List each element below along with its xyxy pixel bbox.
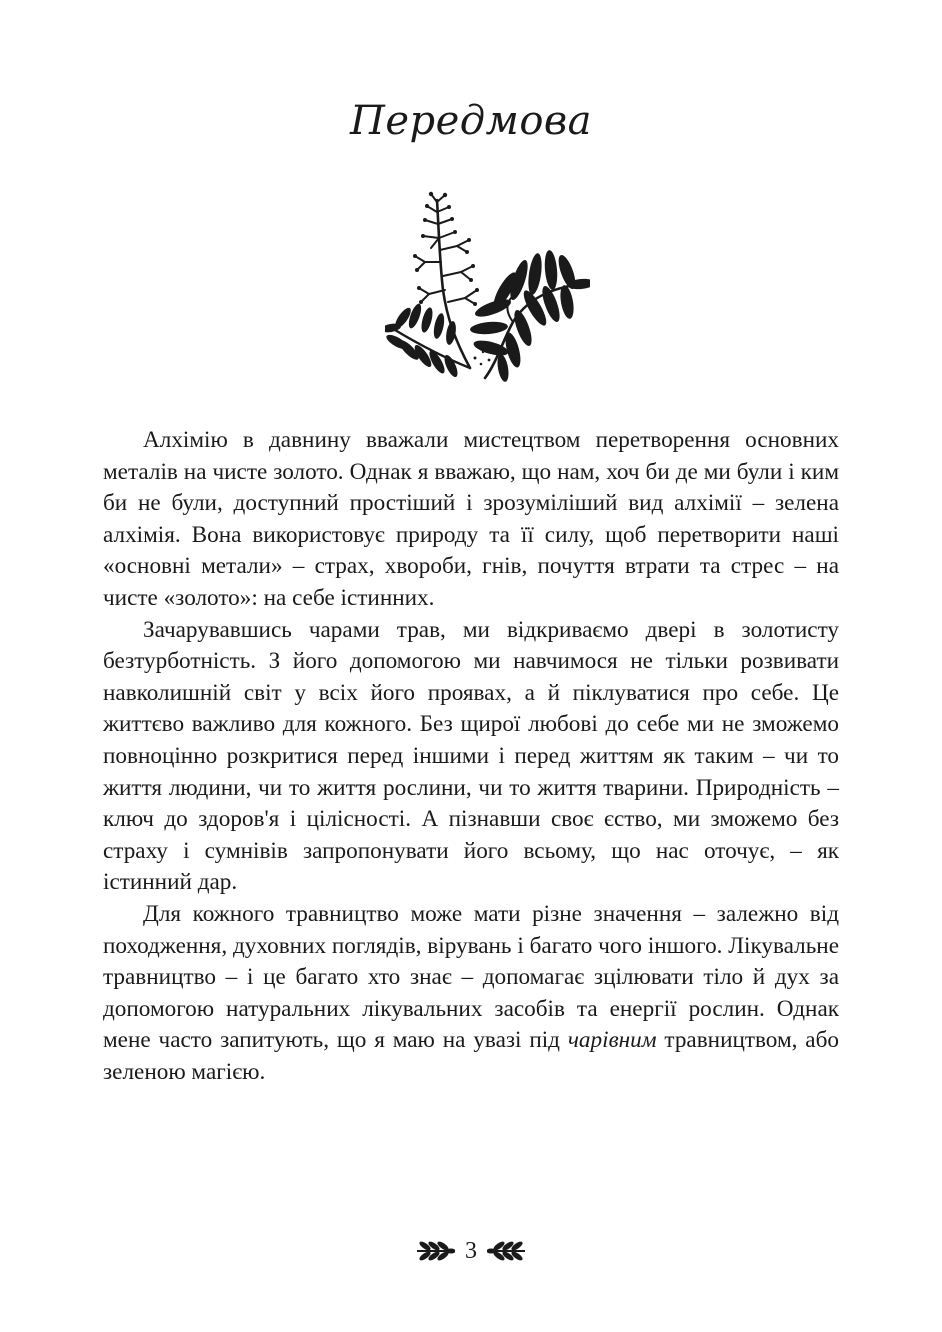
paragraph-3 <box>103 899 839 1089</box>
paragraph-3-text-end: травництвом, або зеленою магією. <box>103 1027 839 1085</box>
paragraph-2-text: Зачарувавшись чарами трав, ми відкриваємо двері в золотисту безтурботність. З його допомогою ми навчимося не тільки розвивати навколишній світ у всіх його проявах, а й піклуватися про себе. Це життєво важливо для кожного. Без щирої любові до себе ми не зможемо повноцінно розкритися перед іншими і перед життям як таким – чи то життя людини, чи то життя рослини, чи то життя тварини. Природність – ключ до здоров'я і цілісності. А пізнавши своє єство, ми зможемо без страху і сумнівів запропонувати його всьому, що нас оточує, – як істинний дар. <box>103 616 839 896</box>
leaf-sprig-icon <box>487 1240 527 1262</box>
paragraph-3-emphasis: чарівним <box>567 1027 657 1054</box>
paragraph-2 <box>103 615 839 899</box>
leaf-sprig-icon <box>415 1240 455 1262</box>
paragraph-1 <box>103 425 839 615</box>
page-title: Передмова <box>349 98 593 144</box>
herb-sprig-icon <box>385 190 590 385</box>
paragraph-3-text-start: Для кожного травництво може мати різне значення – залежно від походження, духовних поглядів, вірувань і багато чого іншого. Лікувальне травництво – і це багато хто знає – допомагає зцілювати тіло й дух за допомогою натуральних лікувальних засобів та енергії рослин. Однак мене часто запитують, що я маю на увазі під <box>103 900 839 1054</box>
paragraph-1-text: Алхімію в давнину вважали мистецтвом перетворення основних металів на чисте золото. Однак я вважаю, що нам, хоч би де ми були і ким би не були, доступний простіший і зрозуміліший вид алхімії – зелена алхімія. Вона використовує природу та її силу, щоб перетворити наші «основні метали» – страх, хвороби, гнів, почуття втрати та стрес – на чисте «золото»: на себе істинних. <box>103 427 839 611</box>
page-number: 3 <box>465 1237 477 1264</box>
page-footer <box>0 1234 942 1268</box>
preface-text <box>103 425 839 1088</box>
